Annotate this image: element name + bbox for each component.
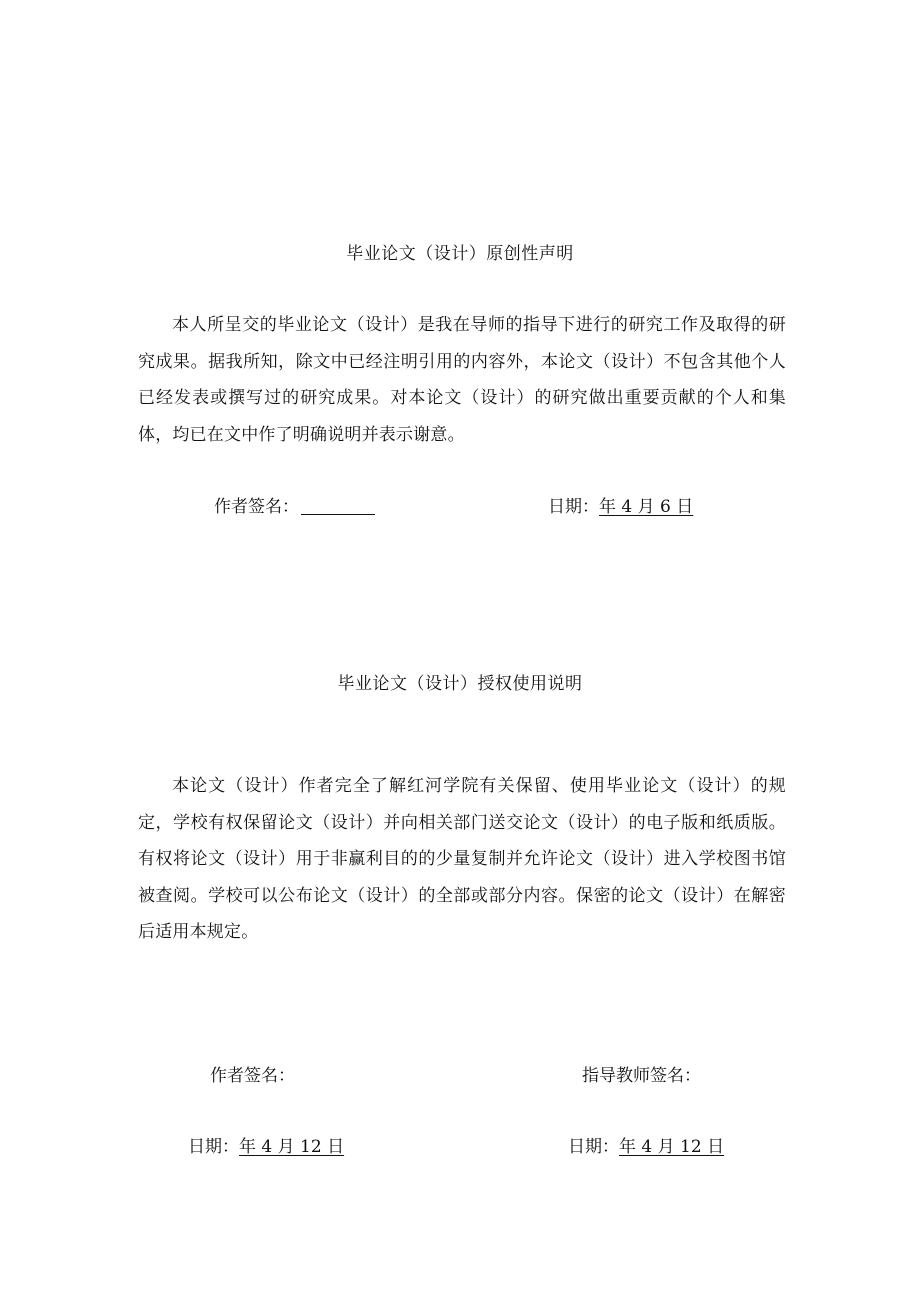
- authorization-advisor-date: [568, 1132, 724, 1157]
- advisor-date-value: 年 4 月 12 日: [619, 1137, 725, 1157]
- author-signature-label: 作者签名：: [214, 497, 299, 517]
- author-date-label: 日期：: [188, 1137, 239, 1157]
- originality-body: [138, 307, 786, 453]
- authorization-title: 毕业论文（设计）授权使用说明: [337, 674, 583, 694]
- originality-date: [548, 492, 693, 517]
- authorization-author-signature: [210, 1061, 295, 1086]
- authorization-paragraph: 本论文（设计）作者完全了解红河学院有关保留、使用毕业论文（设计）的规定，学校有权保留论文（设计）并向相关部门送交论文（设计）的电子版和纸质版。有权将论文（设计）用于非赢利目的的少量复制并允许论文（设计）进入学校图书馆被查阅。学校可以公布论文（设计）的全部或部分内容。保密的论文（设计）在解密后适用本规定。: [138, 776, 786, 942]
- date-label: 日期：: [548, 497, 599, 517]
- author-signature-label: 作者签名：: [210, 1066, 295, 1086]
- advisor-date-label: 日期：: [568, 1137, 619, 1157]
- date-value: 年 4 月 6 日: [599, 497, 694, 517]
- author-signature-blank: [301, 497, 375, 515]
- authorization-author-date: [188, 1132, 344, 1157]
- advisor-signature-label: 指导教师签名：: [582, 1066, 701, 1086]
- authorization-body: [138, 768, 786, 951]
- authorization-advisor-signature: [582, 1061, 701, 1086]
- originality-title: 毕业论文（设计）原创性声明: [346, 244, 574, 264]
- originality-paragraph: 本人所呈交的毕业论文（设计）是我在导师的指导下进行的研究工作及取得的研究成果。据我所知，除文中已经注明引用的内容外，本论文（设计）不包含其他个人已经发表或撰写过的研究成果。对本论文（设计）的研究做出重要贡献的个人和集体，均已在文中作了明确说明并表示谢意。: [138, 315, 786, 445]
- author-date-value: 年 4 月 12 日: [239, 1137, 345, 1157]
- originality-author-signature: [214, 492, 375, 517]
